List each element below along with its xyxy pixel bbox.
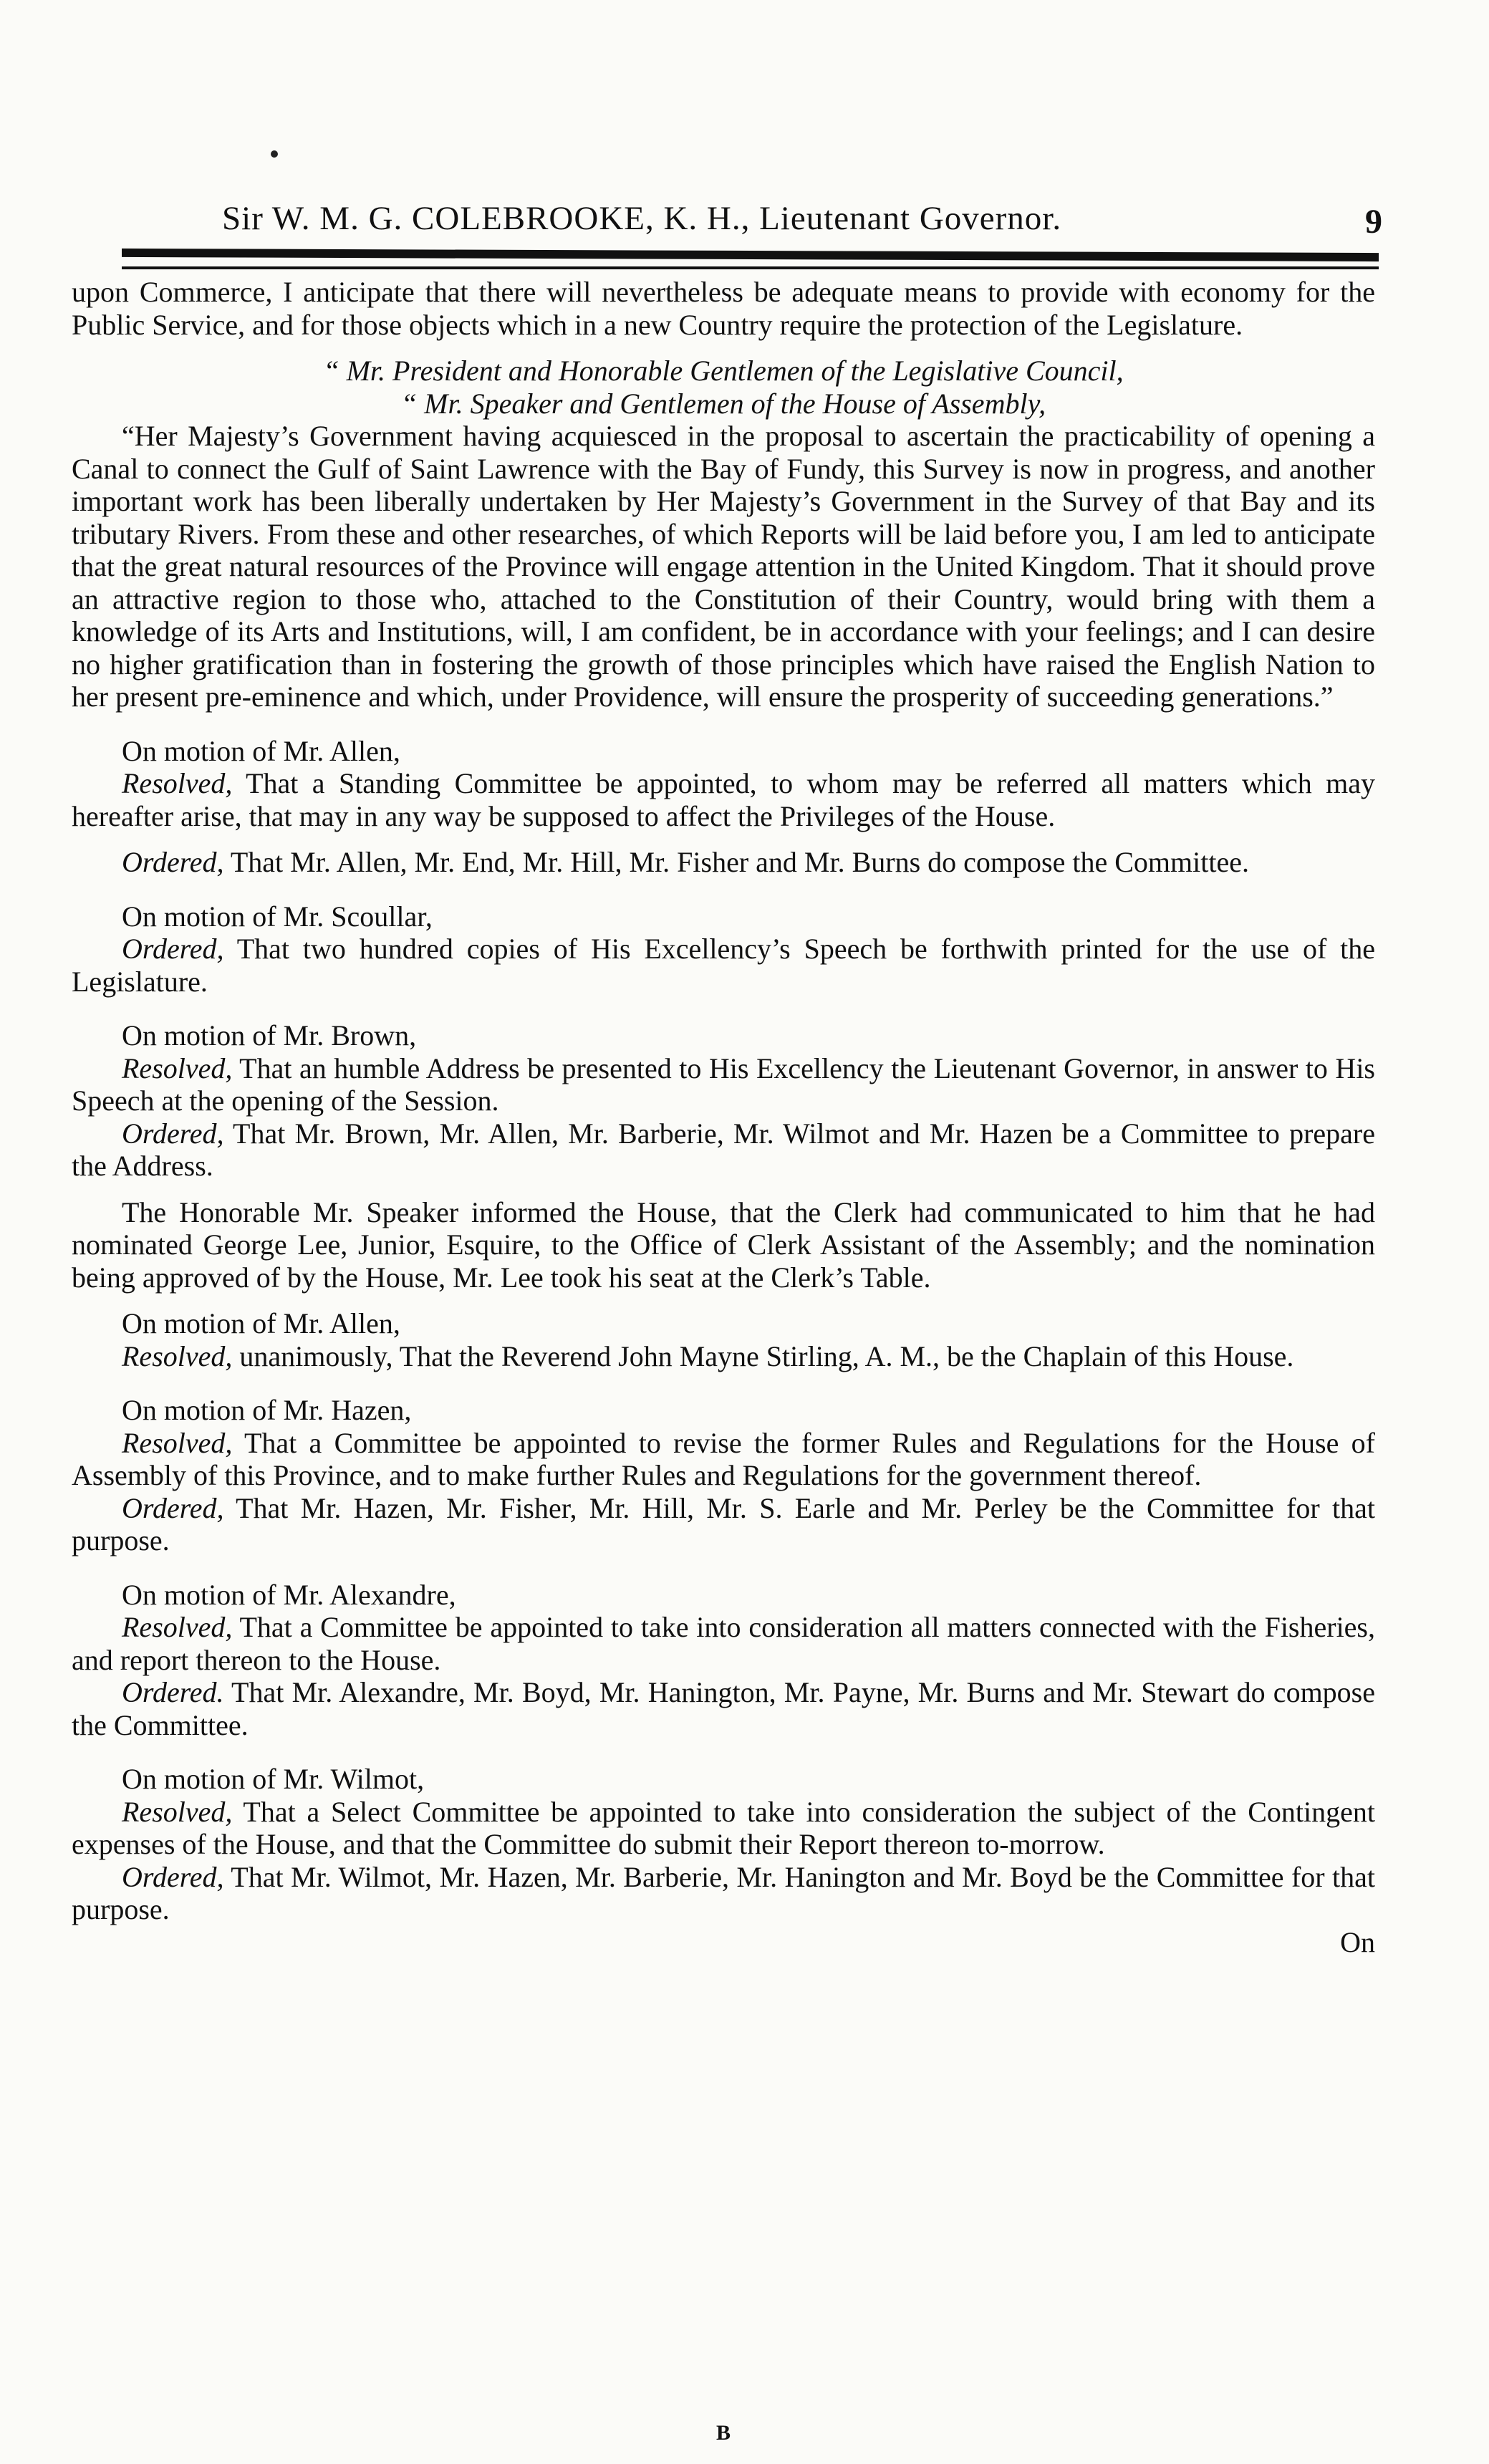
motion-line: On motion of Mr. Brown, [122,1019,417,1051]
order-text: That two hundred copies of His Excellency’s Speech be forthwith printed for the use of the Legislature. [72,933,1375,998]
header-rule-thick [122,249,1379,261]
order-label: Ordered, [122,846,224,878]
resolution-label: Resolved, [122,1426,233,1459]
resolution-text: unanimously, That the Reverend John Mayne Stirling, A. M., be the Chaplain of this House. [232,1339,1294,1372]
resolution-paragraph [72,1340,1375,1373]
order-paragraph [72,1676,1375,1741]
resolution-paragraph [72,1052,1375,1117]
clerk-paragraph: The Honorable Mr. Speaker informed the House, that the Clerk had communicated to him that he had nominated George Lee, Junior, Esquire, to the Office of Clerk Assistant of the Assembly; and the nomination being approved of by the House, Mr. Lee took his seat at the Clerk’s Table. [72,1195,1375,1294]
header-rule-thin [122,266,1379,269]
header-title: Sir W. M. G. COLEBROOKE, K. H., Lieutenant Governor. [222,200,1062,237]
motion-line: On motion of Mr. Hazen, [122,1394,412,1426]
resolution-label: Resolved, [122,1795,233,1828]
continuation-paragraph: upon Commerce, I anticipate that there will nevertheless be adequate means to provide with economy for the Public Service, and for those objects which in a new Country require the protection of the Legislature. [72,276,1375,341]
order-label: Ordered. [122,1676,224,1708]
resolution-text: That a Select Committee be appointed to take into consideration the subject of the Contingent expenses of the House, and that the Committee do submit their Report thereon to-morrow. [72,1795,1375,1860]
motion-line: On motion of Mr. Scoullar, [122,900,433,933]
order-paragraph [72,1492,1375,1557]
address-line: “ Mr. President and Honorable Gentlemen of the Legislative Council, [323,355,1124,387]
page-body [72,276,1375,1958]
order-paragraph [72,846,1375,879]
resolution-text: That a Committee be appointed to revise the former Rules and Regulations for the House of Assembly of this Province, and to make further Rules and Regulations for the government thereof. [72,1426,1375,1491]
resolution-paragraph [72,1427,1375,1492]
resolution-label: Resolved, [122,1051,233,1084]
order-text: That Mr. Alexandre, Mr. Boyd, Mr. Hanington, Mr. Payne, Mr. Burns and Mr. Stewart do compose the Committee. [72,1676,1375,1741]
motion-line: On motion of Mr. Wilmot, [122,1763,425,1795]
resolution-label: Resolved, [122,1339,233,1372]
motion-line: On motion of Mr. Alexandre, [122,1578,456,1611]
order-text: That Mr. Wilmot, Mr. Hazen, Mr. Barberie, Mr. Hanington and Mr. Boyd be the Committee for that purpose. [72,1860,1375,1925]
order-text: That Mr. Hazen, Mr. Fisher, Mr. Hill, Mr. S. Earle and Mr. Perley be the Committee for that purpose. [72,1491,1375,1556]
catchword: On [1340,1925,1375,1958]
order-paragraph [72,1117,1375,1183]
resolution-label: Resolved, [122,767,233,799]
resolution-label: Resolved, [122,1611,233,1643]
page-number: 9 [1365,203,1382,241]
ink-dot [271,150,278,158]
resolution-text: That an humble Address be presented to His Excellency the Lieutenant Governor, in answer to His Speech at the opening of the Session. [72,1051,1375,1117]
motion-line: On motion of Mr. Allen, [122,1307,400,1339]
signature-mark: B [716,2421,731,2445]
resolution-paragraph [72,1611,1375,1676]
address-line: “ Mr. Speaker and Gentlemen of the House of Assembly, [400,387,1046,420]
resolution-text: That a Committee be appointed to take into consideration all matters connected with the Fisheries, and report thereon to the House. [72,1611,1375,1676]
order-label: Ordered, [122,1491,224,1524]
motion-line: On motion of Mr. Allen, [122,734,400,767]
running-header [122,192,1382,249]
resolution-text: That a Standing Committee be appointed, to whom may be referred all matters which may hereafter arise, that may in any way be supposed to affect the Privileges of the House. [72,767,1375,832]
order-label: Ordered, [122,1117,224,1150]
order-text: That Mr. Allen, Mr. End, Mr. Hill, Mr. Fisher and Mr. Burns do compose the Committee. [223,846,1249,878]
speech-paragraph: “Her Majesty’s Government having acquiesced in the proposal to ascertain the practicability of opening a Canal to connect the Gulf of Saint Lawrence with the Bay of Fundy, this Survey is now in progress, and another important work has been liberally undertaken by Her Majesty’s Government in the Survey of that Bay and its tributary Rivers. From these and other researches, of which Reports will be laid before you, I am led to anticipate that the great natural resources of the Province will engage attention in the United Kingdom. That it should prove an attractive region to those who, attached to the Constitution of their Country, would bring with them a knowledge of its Arts and Institutions, will, I am confident, be in accordance with your feelings; and I can desire no higher gratification than in fostering the growth of those principles which have raised the English Nation to her present pre-eminence and which, under Providence, will ensure the prosperity of succeeding generations.” [72,420,1375,713]
resolution-paragraph [72,767,1375,832]
resolution-paragraph [72,1796,1375,1861]
order-paragraph [72,1861,1375,1926]
order-paragraph [72,933,1375,998]
order-label: Ordered, [122,933,224,965]
order-text: That Mr. Brown, Mr. Allen, Mr. Barberie, Mr. Wilmot and Mr. Hazen be a Committee to prepare the Address. [72,1117,1375,1182]
order-label: Ordered, [122,1860,224,1893]
